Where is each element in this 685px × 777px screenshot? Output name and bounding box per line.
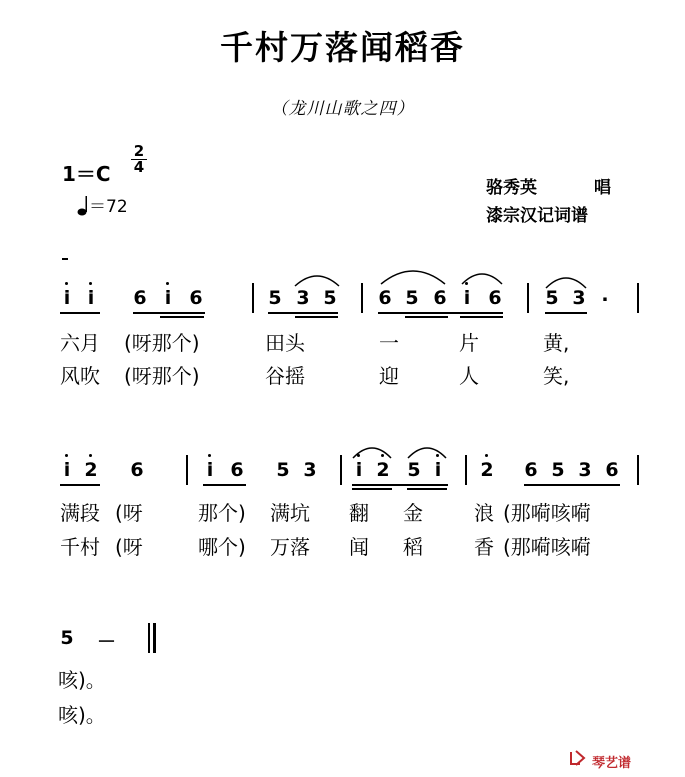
note: . [601,284,609,306]
octave-dot [208,454,211,457]
stray-mark [62,258,68,260]
note: i [63,287,71,309]
time-signature [131,144,147,175]
bar-line [252,283,254,313]
music-logo-icon [568,748,588,768]
slur [459,266,505,286]
lyric-word: 闻 [349,535,369,559]
slur [378,262,448,286]
note: 5 [551,459,565,481]
bar-line [465,455,467,485]
key-signature: 1＝C [62,162,111,186]
note: 6 [524,459,538,481]
lyric-word: 谷摇 [265,364,305,388]
beam [405,316,448,318]
note: 5 [407,459,421,481]
bar-line [186,455,188,485]
tempo-value: ＝72 [89,197,128,217]
beam [545,312,587,314]
lyric-word: 香 [474,535,494,559]
note: 5 [276,459,290,481]
note: 6 [130,459,144,481]
lyric-word: 风吹 [60,364,100,388]
lyric-word: 满坑 [270,501,310,525]
note: i [87,287,95,309]
song-title: 千村万落闻稻香 [220,28,465,67]
note: 2 [376,459,390,481]
lyric-word: 咳)。 [58,703,106,727]
octave-dot [89,282,92,285]
lyric-word: (呀那个) [124,364,200,388]
lyric-word: 咳)。 [58,668,106,692]
beam [378,312,503,314]
note: i [164,287,172,309]
beam [203,484,246,486]
beam [352,484,448,486]
note-extension: － [97,631,117,653]
note: 2 [84,459,98,481]
bar-line [340,455,342,485]
lyric-word: (那嗬咳嗬 [503,535,591,559]
beam [460,316,503,318]
beam [60,312,100,314]
note: 3 [303,459,317,481]
note: 6 [378,287,392,309]
beam [407,488,447,490]
note: 3 [296,287,310,309]
note: 6 [488,287,502,309]
lyric-word: 哪个) [198,535,246,559]
final-bar-thick [153,623,156,653]
lyric-word: 翻 [349,501,369,525]
final-bar-thin [148,623,150,653]
lyric-word: 人 [459,364,479,388]
beam [160,316,204,318]
note: 5 [60,627,74,649]
note: 5 [405,287,419,309]
lyric-word: 满段 [60,501,100,525]
note: i [463,287,471,309]
note: 6 [189,287,203,309]
slur [292,268,342,288]
lyric-word: 金 [403,501,423,525]
note: i [63,459,71,481]
quarter-note-icon [77,195,89,217]
slur [543,270,589,290]
lyric-word: 那个) [198,501,246,525]
lyric-word: (那嗬咳嗬 [503,501,591,525]
lyric-word: 笑, [543,364,570,388]
note: 6 [433,287,447,309]
lyric-word: (呀那个) [124,331,200,355]
beam [60,484,100,486]
note: i [434,459,442,481]
lyric-word: 浪 [474,501,494,525]
beam [295,316,338,318]
lyric-word: 黄, [543,331,570,355]
lyric-word: 千村 [60,535,100,559]
note: 3 [572,287,586,309]
octave-dot [65,454,68,457]
octave-dot [89,454,92,457]
bar-line [637,283,639,313]
tempo-marking [77,192,128,217]
bar-line [637,455,639,485]
note: i [206,459,214,481]
note: 5 [323,287,337,309]
slur [405,440,449,460]
note: 6 [133,287,147,309]
singer-name: 骆秀英 [486,178,537,198]
note: 2 [480,459,494,481]
note: 5 [268,287,282,309]
bar-line [527,283,529,313]
beam [268,312,338,314]
beam [352,488,392,490]
lyric-word: (呀 [115,535,143,559]
octave-dot [485,454,488,457]
note: 6 [230,459,244,481]
recorder-credit: 漆宗汉记词谱 [486,206,588,226]
lyric-word: 万落 [270,535,310,559]
octave-dot [65,282,68,285]
note: 3 [578,459,592,481]
watermark-text: 琴艺谱 [592,756,632,771]
beam [524,484,620,486]
lyric-word: (呀 [115,501,143,525]
time-signature-top: 2 [131,144,147,160]
octave-dot [166,282,169,285]
song-subtitle: （龙川山歌之四） [270,99,415,119]
note: i [355,459,363,481]
note: 6 [605,459,619,481]
bar-line [361,283,363,313]
lyric-word: 六月 [60,331,100,355]
lyric-word: 迎 [379,364,399,388]
lyric-word: 稻 [403,535,423,559]
time-signature-bottom: 4 [133,158,145,176]
note: 5 [545,287,559,309]
lyric-word: 田头 [265,331,305,355]
lyric-word: 一 [379,331,399,355]
slur [350,440,394,460]
singer-role: 唱 [594,178,611,198]
lyric-word: 片 [459,331,479,355]
beam [133,312,205,314]
